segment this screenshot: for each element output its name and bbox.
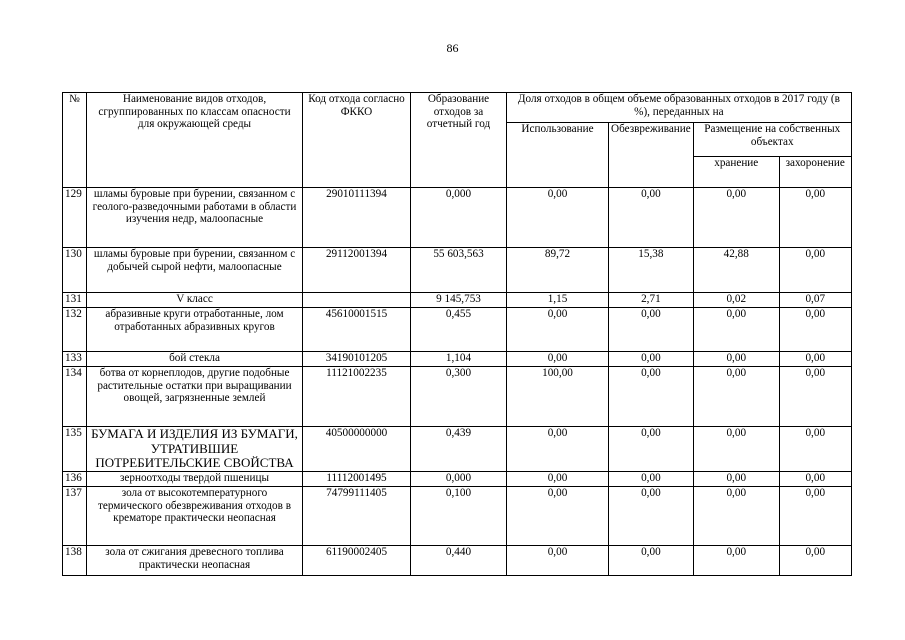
row-neutralize: 15,38 [609, 248, 694, 293]
row-neutralize: 0,00 [609, 188, 694, 248]
table-row [63, 367, 852, 427]
table-row [63, 427, 852, 472]
row-storage: 0,00 [693, 427, 779, 472]
header-use: Использование [507, 123, 609, 188]
header-placement-group: Размещение на собственных объектах [693, 123, 851, 157]
row-use: 89,72 [507, 248, 609, 293]
row-code: 40500000000 [303, 427, 411, 472]
row-storage: 0,00 [693, 472, 779, 487]
row-neutralize: 2,71 [609, 293, 694, 308]
row-no: 132 [63, 308, 87, 352]
row-name: абразивные круги отработанные, лом отработанных абразивных кругов [87, 308, 303, 352]
row-no: 130 [63, 248, 87, 293]
row-name: шламы буровые при бурении, связанном с добычей сырой нефти, малоопасные [87, 248, 303, 293]
row-generated: 0,455 [411, 308, 507, 352]
row-use: 0,00 [507, 352, 609, 367]
row-no: 133 [63, 352, 87, 367]
row-burial: 0,00 [779, 308, 851, 352]
row-storage: 0,00 [693, 188, 779, 248]
row-code: 11121002235 [303, 367, 411, 427]
table-row [63, 472, 852, 487]
row-use: 0,00 [507, 427, 609, 472]
table-row [63, 352, 852, 367]
row-code: 61190002405 [303, 546, 411, 576]
row-burial: 0,07 [779, 293, 851, 308]
row-name: бой стекла [87, 352, 303, 367]
row-generated: 55 603,563 [411, 248, 507, 293]
page-number: 86 [446, 41, 459, 55]
row-generated: 0,000 [411, 188, 507, 248]
row-use: 0,00 [507, 188, 609, 248]
row-burial: 0,00 [779, 427, 851, 472]
row-no: 134 [63, 367, 87, 427]
row-no: 137 [63, 487, 87, 546]
header-burial: захоронение [779, 157, 851, 188]
row-use: 1,15 [507, 293, 609, 308]
row-no: 131 [63, 293, 87, 308]
table-row [63, 308, 852, 352]
header-neutralize: Обезвреживание [609, 123, 694, 188]
row-name: ботва от корнеплодов, другие подобные растительные остатки при выращивании овощей, загрязненные землей [87, 367, 303, 427]
row-storage: 0,02 [693, 293, 779, 308]
row-code: 29112001394 [303, 248, 411, 293]
table-row [63, 293, 852, 308]
row-name: зола от высокотемпературного термического обезвреживания отходов в крематоре практически неопасная [87, 487, 303, 546]
header-generated: Образование отходов за отчетный год [411, 93, 507, 188]
row-code: 34190101205 [303, 352, 411, 367]
row-neutralize: 0,00 [609, 367, 694, 427]
table-row [63, 248, 852, 293]
header-no: № [63, 93, 87, 188]
row-neutralize: 0,00 [609, 352, 694, 367]
row-generated: 9 145,753 [411, 293, 507, 308]
row-use: 0,00 [507, 487, 609, 546]
table-row [63, 487, 852, 546]
row-code: 74799111405 [303, 487, 411, 546]
row-burial: 0,00 [779, 352, 851, 367]
row-name: БУМАГА И ИЗДЕЛИЯ ИЗ БУМАГИ, УТРАТИВШИЕ ПОТРЕБИТЕЛЬСКИЕ СВОЙСТВА [87, 427, 303, 472]
waste-table [62, 92, 852, 576]
row-burial: 0,00 [779, 487, 851, 546]
table-row [63, 546, 852, 576]
row-generated: 0,439 [411, 427, 507, 472]
row-burial: 0,00 [779, 188, 851, 248]
row-generated: 0,000 [411, 472, 507, 487]
row-use: 100,00 [507, 367, 609, 427]
row-storage: 0,00 [693, 308, 779, 352]
row-burial: 0,00 [779, 248, 851, 293]
row-name: шламы буровые при бурении, связанном с геолого-разведочными работами в области изучения недр, малоопасные [87, 188, 303, 248]
row-code: 45610001515 [303, 308, 411, 352]
row-code: 29010111394 [303, 188, 411, 248]
row-code [303, 293, 411, 308]
row-burial: 0,00 [779, 367, 851, 427]
row-name: зерноотходы твердой пшеницы [87, 472, 303, 487]
row-generated: 0,440 [411, 546, 507, 576]
row-use: 0,00 [507, 546, 609, 576]
header-code: Код отхода согласно ФККО [303, 93, 411, 188]
row-neutralize: 0,00 [609, 427, 694, 472]
row-burial: 0,00 [779, 472, 851, 487]
row-storage: 0,00 [693, 352, 779, 367]
row-use: 0,00 [507, 308, 609, 352]
row-name: зола от сжигания древесного топлива практически неопасная [87, 546, 303, 576]
row-no: 136 [63, 472, 87, 487]
row-no: 138 [63, 546, 87, 576]
row-storage: 0,00 [693, 546, 779, 576]
row-code: 11112001495 [303, 472, 411, 487]
row-generated: 0,100 [411, 487, 507, 546]
table-row [63, 188, 852, 248]
row-no: 135 [63, 427, 87, 472]
row-storage: 0,00 [693, 367, 779, 427]
header-storage: хранение [693, 157, 779, 188]
row-storage: 0,00 [693, 487, 779, 546]
row-name: V класс [87, 293, 303, 308]
header-share-group: Доля отходов в общем объеме образованных отходов в 2017 году (в %), переданных на [507, 93, 852, 123]
row-storage: 42,88 [693, 248, 779, 293]
row-neutralize: 0,00 [609, 308, 694, 352]
row-neutralize: 0,00 [609, 487, 694, 546]
row-generated: 0,300 [411, 367, 507, 427]
header-name: Наименование видов отходов, сгруппированных по классам опасности для окружающей среды [87, 93, 303, 188]
row-burial: 0,00 [779, 546, 851, 576]
row-neutralize: 0,00 [609, 472, 694, 487]
row-generated: 1,104 [411, 352, 507, 367]
row-no: 129 [63, 188, 87, 248]
row-neutralize: 0,00 [609, 546, 694, 576]
row-use: 0,00 [507, 472, 609, 487]
